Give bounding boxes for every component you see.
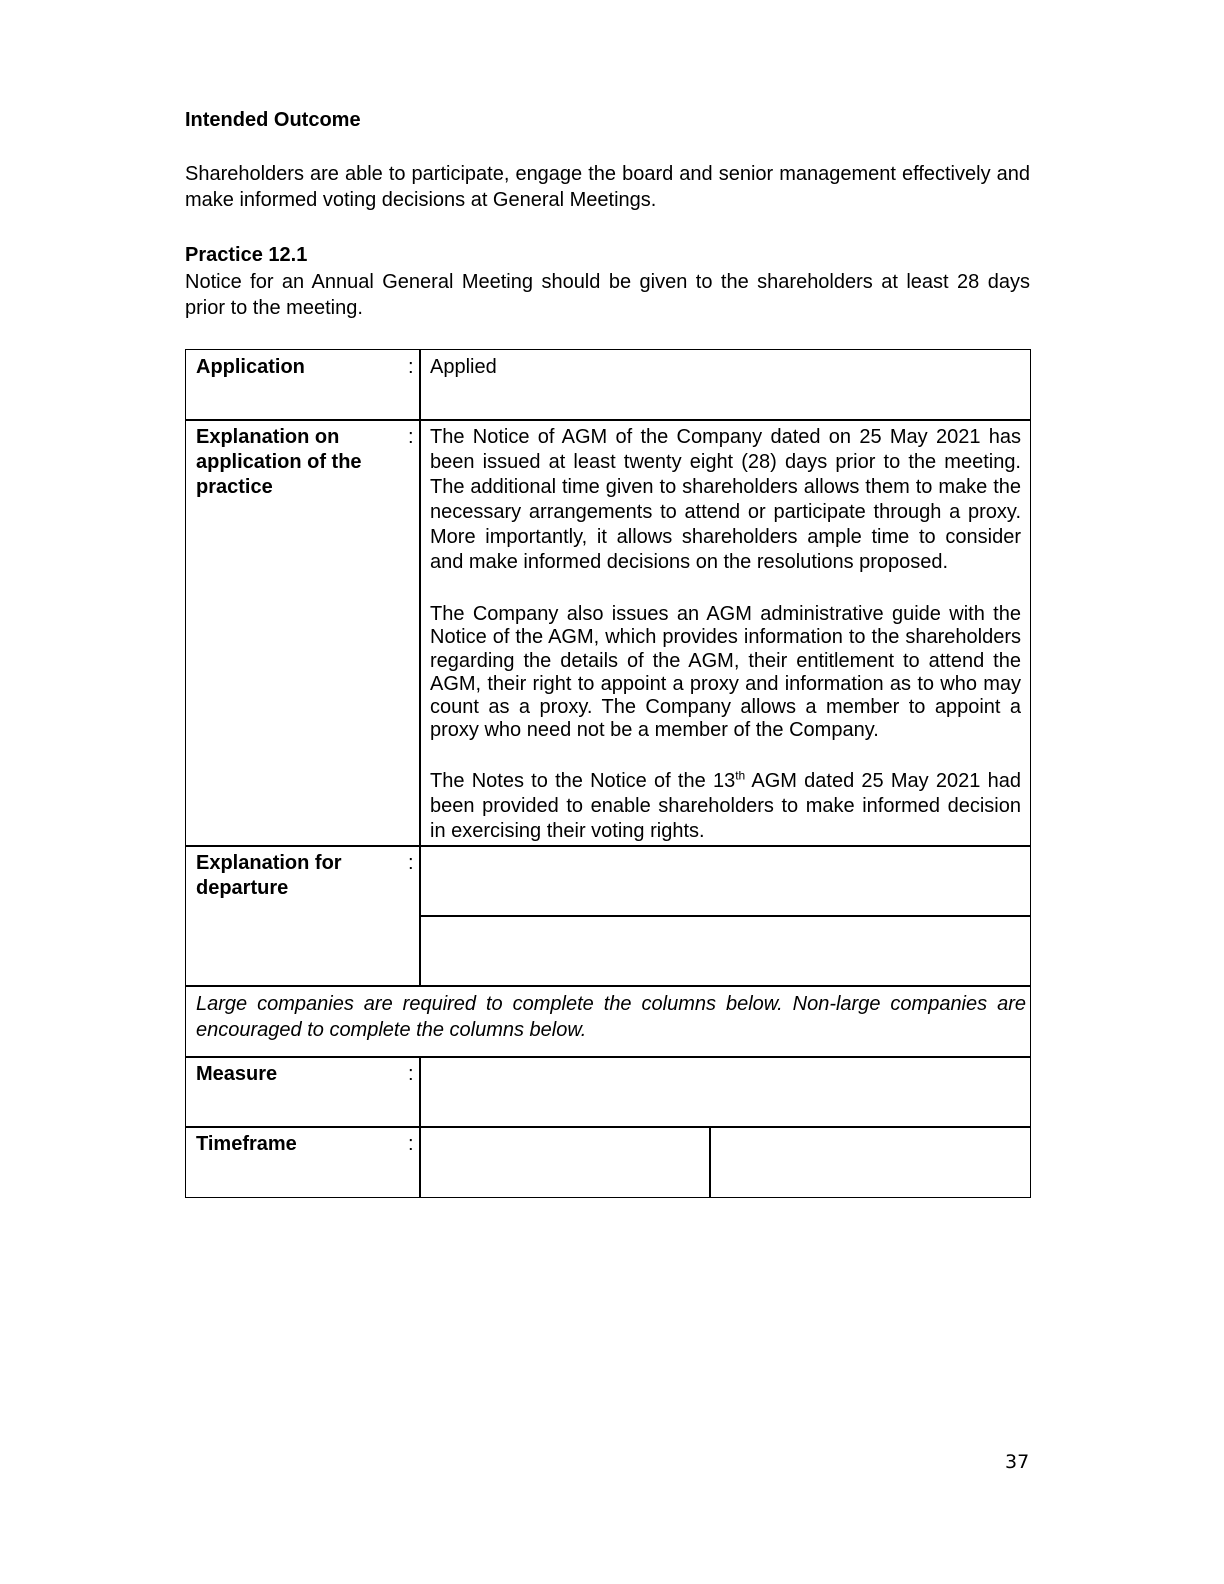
explanation-paragraph-2: The Company also issues an AGM administrative guide with the Notice of the AGM, which provides information to the shareholders regarding the details of the AGM, their entitlement to attend the AGM, their right to appoint a proxy and information as to who may count as a proxy. The Company allows a member to appoint a proxy who need not be a member of the Company. (430, 603, 1021, 742)
para3-superscript: th (735, 768, 746, 783)
para3-end: AGM dated 25 May 2021 had been provided to enable shareholders to make informed decision in exercising their voting rights. (430, 770, 1021, 842)
practice-text: Notice for an Annual General Meeting should be given to the shareholders at least 28 days prior to the meeting. (185, 271, 1030, 319)
intended-outcome-text: Shareholders are able to participate, engage the board and senior management effectively and make informed voting decisions at General Meetings. (185, 163, 1030, 211)
large-companies-note: Large companies are required to complete the columns below. Non-large companies are encouraged to complete the columns below. (196, 993, 1026, 1041)
intended-outcome-heading: Intended Outcome (185, 109, 361, 131)
colon: : (408, 1063, 414, 1085)
row-divider (185, 419, 419, 421)
row-divider (419, 915, 1031, 917)
row-divider (185, 985, 1031, 987)
application-label: Application (196, 356, 305, 378)
timeframe-label: Timeframe (196, 1133, 297, 1155)
measure-label: Measure (196, 1063, 278, 1085)
departure-label: Explanation for departure (196, 852, 342, 899)
row-divider (185, 1126, 1031, 1128)
column-divider (709, 1126, 711, 1198)
para3-start: The Notes to the Notice of the 13 (430, 770, 736, 792)
row-divider (185, 1056, 1031, 1058)
explanation-paragraph-3 (430, 769, 1021, 844)
colon: : (408, 426, 414, 448)
colon: : (408, 356, 414, 378)
column-divider (419, 1056, 421, 1198)
row-divider (419, 419, 1031, 421)
application-value: Applied (430, 356, 497, 378)
explanation-paragraph-1: The Notice of AGM of the Company dated on 25 May 2021 has been issued at least twenty eight (28) days prior to the meeting. The additional time given to shareholders allows them to make the necessary arrangements to attend or participate through a proxy. More importantly, it allows shareholders ample time to consider and make informed decisions on the resolutions proposed. (430, 426, 1021, 573)
row-divider (185, 845, 1031, 847)
colon: : (408, 852, 414, 874)
page-number: 37 (1005, 1451, 1030, 1473)
colon: : (408, 1133, 414, 1155)
practice-heading: Practice 12.1 (185, 244, 308, 266)
explanation-label: Explanation on application of the practice (196, 426, 362, 498)
column-divider (419, 349, 421, 986)
